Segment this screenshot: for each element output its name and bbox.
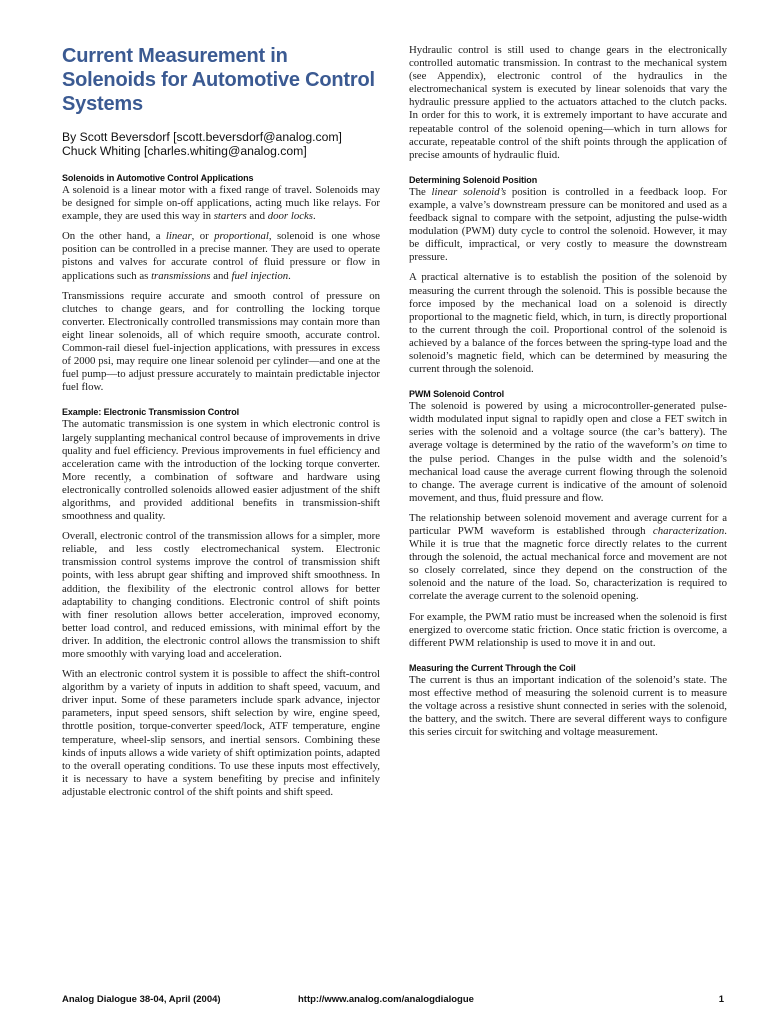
paragraph: The linear solenoid’s position is controlled in a feedback loop. For example, a valve’s downstream pressure can be monitored and used as a feedback signal to compare with the setpoint, adjusting the pulse-width modulation (PWM) duty cycle to control the solenoid. However, it may be difficult, impractical, or very costly to measure the downstream pressure. [409,185,727,264]
paragraph: Overall, electronic control of the transmission allows for a simpler, more reliable, and less costly electromechanical system. Electronic transmission control systems improve the control of transmission shift points, with less abrupt gear shifting and improved shift smoothness. In addition, the flexibility of the electronic control allows for better adaptability to changing conditions. Electronic control of shift points with finer resolution allows better acceleration, improved economy, better load control, and reduced emissions, with minimal effort by the driver. In addition, the electronic control allows the transmission to shift more smoothly with varying load and acceleration. [62,530,380,660]
paragraph: A practical alternative is to establish the position of the solenoid by measuring the current through the solenoid. This is possible because the force imposed by the mechanical load on a solenoid is directly proportional to the magnetic field, which, in turn, is directly proportional to the current through the coil. Proportional control of the solenoid is achieved by a balance of the forces between the spring-type load and the solenoid’s magnetic field, which can be determined by measuring the current through the solenoid. [409,271,727,376]
section-heading-pwm: PWM Solenoid Control [409,389,504,400]
paragraph: The relationship between solenoid movement and average current for a particular PWM waveform is established through characterization. While it is true that the magnetic force directly relates to the current through the solenoid, the actual mechanical force and movement are not so closely correlated, since they depend on the construction of the solenoid and the nature of the load. So, characterization is required to correlate the average current to the solenoid opening. [409,511,727,603]
paragraph: For example, the PWM ratio must be increased when the solenoid is first energized to overcome static friction. Once static friction is overcome, a different PWM relationship is used to move it in and out. [409,610,727,649]
paragraph: On the other hand, a linear, or proportional, solenoid is one whose position can be controlled in a precise manner. They are used to operate pistons and valves for accurate control of fluid pressure or flow in applications such as transmissions and fuel injection. [62,230,381,282]
section-heading-measuring: Measuring the Current Through the Coil [409,662,576,673]
footer-url-link[interactable]: http://www.analog.com/analogdialogue [298,994,474,1005]
section-heading-solenoids: Solenoids in Automotive Control Applications [62,173,254,183]
paragraph: Hydraulic control is still used to change gears in the electronically controlled automatic transmission. In contrast to the mechanical system (see Appendix), electronic control of the hydraulics in the electromechanical system is executed by linear solenoids that vary the hydraulic pressure applied to the actuators attached to the clutch packs. In order for this to work, it is extremely important to have accurate and repeatable control of the solenoid opening—which in turn allows for accurate, repeatable control of the shift points through the application of precise amounts of hydraulic fluid. [409,44,727,161]
author-list [62,130,380,158]
section-heading-transmission: Example: Electronic Transmission Control [62,407,240,418]
page-footer [62,994,724,1008]
article-title: Current Measurement in Solenoids for Automotive Control Systems [62,45,375,115]
paragraph: The solenoid is powered by using a microcontroller-generated pulse-width modulated input signal to rapidly open and close a FET switch in series with the solenoid and a voltage source (the car’s battery). The average voltage is determined by the ratio of the waveform’s on time to the pulse period. Changes in the pulse width and the solenoid’s mechanical load cause the average current flowing through the solenoid to change. The average current is indicative of the amount of solenoid movement, and thus, fluid pressure and flow. [409,400,727,504]
paragraph: With an electronic control system it is possible to affect the shift-control algorithm by a variety of inputs in addition to shaft speed, vacuum, and driver input. Some of these parameters include spark advance, injector parameters, input speed sensors, shift selection by wire, engine speed, throttle position, torque-converter speed/lock, ATF temperature, engine temperature, wheel-slip sensors, and inertial sensors. Combining these kinds of inputs allows a wide variety of shift optimization points, adapted to the overall operating conditions. To use these inputs most effectively, it is necessary to have a system benefiting by precise and infinitely adjustable electronic control of the shift points and shift speed. [62,668,380,798]
left-column [62,44,380,806]
paragraph: The current is thus an important indication of the solenoid’s state. The most effective method of measuring the solenoid current is to measure the voltage across a resistive shunt connected in series with the solenoid, the battery, and the switch. There are several different ways to configure this series circuit for switching and voltage measurement. [409,673,727,739]
footer-publication: Analog Dialogue 38-04, April (2004) [62,994,221,1005]
paragraph: Transmissions require accurate and smooth control of pressure on clutches to change gears, and for controlling the locking torque converter. Electronically controlled transmissions may contain more than eight linear solenoids, all of which require smooth, accurate control. Common-rail diesel fuel-injection applications, with pressures in excess of 2000 psi, may require one linear solenoid per cylinder—and one at the fuel pump—to adjust pressure accurately to maintain predictable injector fuel flow. [62,289,380,394]
section-heading-position: Determining Solenoid Position [409,174,538,185]
paragraph: A solenoid is a linear motor with a fixed range of travel. Solenoids may be designed for simple on-off applications, acting much like relays. For example, they are used this way in starters and door locks. [62,184,380,223]
right-column [409,44,727,746]
page-number: 1 [718,994,724,1005]
paragraph: The automatic transmission is one system in which electronic control is largely supplanting mechanical control because of improvements in drive quality and fuel efficiency. Previous improvements in fuel efficiency and acceleration came with the introduction of the locking torque converter. More recently, a combination of software and hardware using electronically controlled solenoids allowed easier adjustment of the shift algorithms, and provided additional benefits in transmission-shift smoothness and quality. [62,418,380,523]
author-line: Chuck Whiting [charles.whiting@analog.com] [62,144,307,158]
author-line: By Scott Beversdorf [scott.beversdorf@analog.com] [62,130,342,144]
